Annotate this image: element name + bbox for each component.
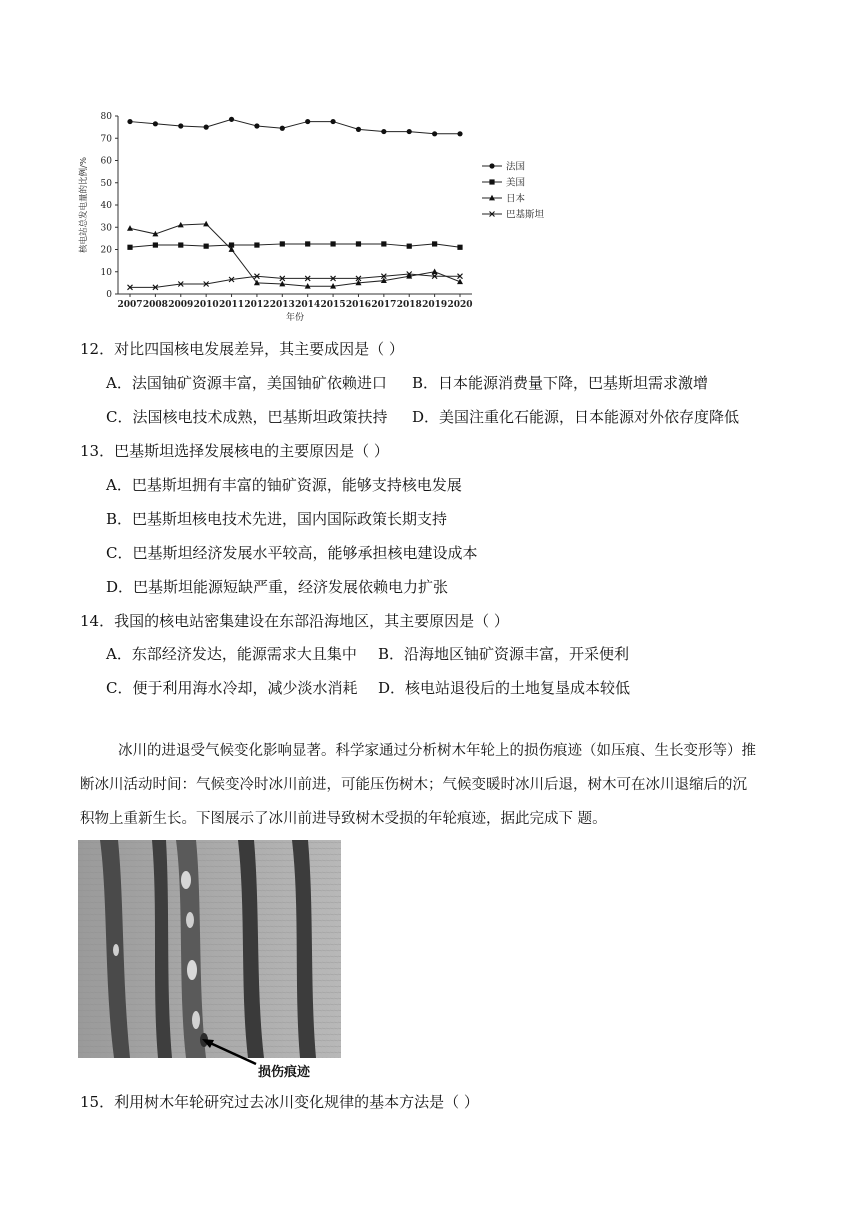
series-0-point (381, 129, 386, 134)
x-tick-label: 2017 (371, 300, 397, 310)
x-tick-label: 2009 (168, 300, 194, 310)
series-0-point (280, 126, 285, 131)
question-13-option-c[interactable]: C．巴基斯坦经济发展水平较高，能够承担核电建设成本 (106, 544, 478, 562)
x-tick-label: 2013 (269, 300, 295, 310)
passage-line-1: 冰川的进退受气候变化影响显著。科学家通过分析树木年轮上的损伤痕迹（如压痕、生长变形等）推 (118, 743, 756, 759)
question-14-option-a[interactable]: A．东部经济发达，能源需求大且集中 (106, 645, 357, 663)
series-1-point (432, 241, 437, 246)
question-12-option-a[interactable]: A．法国铀矿资源丰富，美国铀矿依赖进口 (106, 374, 387, 392)
series-0-point (432, 131, 437, 136)
y-tick-label: 20 (100, 245, 112, 256)
series-0-point (356, 127, 361, 132)
question-14-stem: 14．我国的核电站密集建设在东部沿海地区，其主要原因是（ ） (80, 612, 509, 630)
y-tick-label: 0 (106, 290, 112, 300)
question-13-option-b[interactable]: B．巴基斯坦核电技术先进，国内国际政策长期支持 (106, 510, 448, 528)
damage-arrow-icon (190, 1030, 260, 1070)
series-0-point (457, 131, 462, 136)
series-0-point (229, 117, 234, 122)
series-1-point (280, 241, 285, 246)
series-2-point (432, 269, 438, 275)
question-13-stem: 13．巴基斯坦选择发展核电的主要原因是（ ） (80, 442, 389, 460)
y-tick-label: 30 (100, 223, 112, 234)
legend-marker-1 (489, 179, 494, 184)
series-0-point (153, 121, 158, 126)
y-tick-label: 10 (100, 267, 112, 278)
y-tick-label: 40 (100, 201, 112, 211)
nuclear-share-line-chart (60, 100, 560, 330)
series-0-point (127, 119, 132, 124)
y-tick-label: 80 (100, 112, 112, 122)
series-2-point (127, 225, 133, 231)
x-tick-label: 2019 (422, 300, 448, 310)
x-tick-label: 2007 (117, 300, 143, 310)
y-tick-label: 50 (100, 178, 112, 189)
series-1-point (381, 241, 386, 246)
series-1-point (153, 242, 158, 247)
series-0-point (204, 125, 209, 130)
series-0-point (254, 123, 259, 128)
question-12-option-c[interactable]: C．法国核电技术成熟，巴基斯坦政策扶持 (106, 408, 388, 426)
damage-trace-label: 损伤痕迹 (258, 1065, 311, 1080)
y-axis-label: 核电站总发电量的比例/% (79, 157, 89, 253)
x-tick-label: 2010 (193, 300, 219, 310)
x-tick-label: 2011 (219, 300, 245, 310)
legend-marker-0 (489, 163, 494, 168)
question-13-option-a[interactable]: A．巴基斯坦拥有丰富的铀矿资源，能够支持核电发展 (106, 476, 462, 494)
question-14-option-b[interactable]: B．沿海地区铀矿资源丰富，开采便利 (378, 645, 630, 663)
series-1-point (204, 244, 209, 249)
x-tick-label: 2008 (142, 300, 168, 310)
series-1-point (127, 245, 132, 250)
question-12-option-b[interactable]: B．日本能源消费量下降，巴基斯坦需求激增 (412, 374, 709, 392)
passage-line-2: 断冰川活动时间：气候变冷时冰川前进，可能压伤树木；气候变暖时冰川后退，树木可在冰川退缩后的沉 (80, 777, 747, 793)
x-axis-label: 年份 (285, 313, 305, 323)
x-tick-label: 2018 (396, 300, 422, 310)
y-tick-label: 60 (100, 156, 112, 167)
glacier-passage (80, 734, 780, 836)
series-1-point (254, 242, 259, 247)
x-tick-label: 2020 (447, 300, 473, 310)
series-1-point (457, 245, 462, 250)
series-1-point (407, 244, 412, 249)
legend-label-3: 巴基斯坦 (506, 209, 545, 221)
question-12-stem: 12．对比四国核电发展差异，其主要成因是（ ） (80, 340, 404, 358)
passage-line-3: 积物上重新生长。下图展示了冰川前进导致树木受损的年轮痕迹，据此完成下 题。 (80, 811, 607, 827)
tree-ring-photo (78, 840, 341, 1058)
x-tick-label: 2014 (295, 300, 321, 310)
question-13-option-d[interactable]: D．巴基斯坦能源短缺严重，经济发展依赖电力扩张 (106, 578, 449, 596)
legend-label-0: 法国 (506, 161, 526, 173)
series-0-point (178, 123, 183, 128)
question-12-option-d[interactable]: D．美国注重化石能源，日本能源对外依存度降低 (412, 408, 740, 426)
y-tick-label: 70 (100, 134, 112, 145)
x-tick-label: 2015 (320, 300, 346, 310)
question-15-stem: 15．利用树木年轮研究过去冰川变化规律的基本方法是（ ） (80, 1093, 479, 1111)
series-0-point (305, 119, 310, 124)
x-tick-label: 2012 (244, 300, 270, 310)
legend-label-2: 日本 (506, 193, 526, 205)
series-1-point (305, 241, 310, 246)
question-14-option-d[interactable]: D．核电站退役后的土地复垦成本较低 (378, 679, 631, 697)
series-1-point (356, 241, 361, 246)
series-1-point (330, 241, 335, 246)
question-14-option-c[interactable]: C．便于利用海水冷却，减少淡水消耗 (106, 679, 358, 697)
legend-label-1: 美国 (506, 177, 526, 189)
series-1-point (178, 242, 183, 247)
series-0-point (407, 129, 412, 134)
x-tick-label: 2016 (345, 300, 371, 310)
series-0-point (330, 119, 335, 124)
